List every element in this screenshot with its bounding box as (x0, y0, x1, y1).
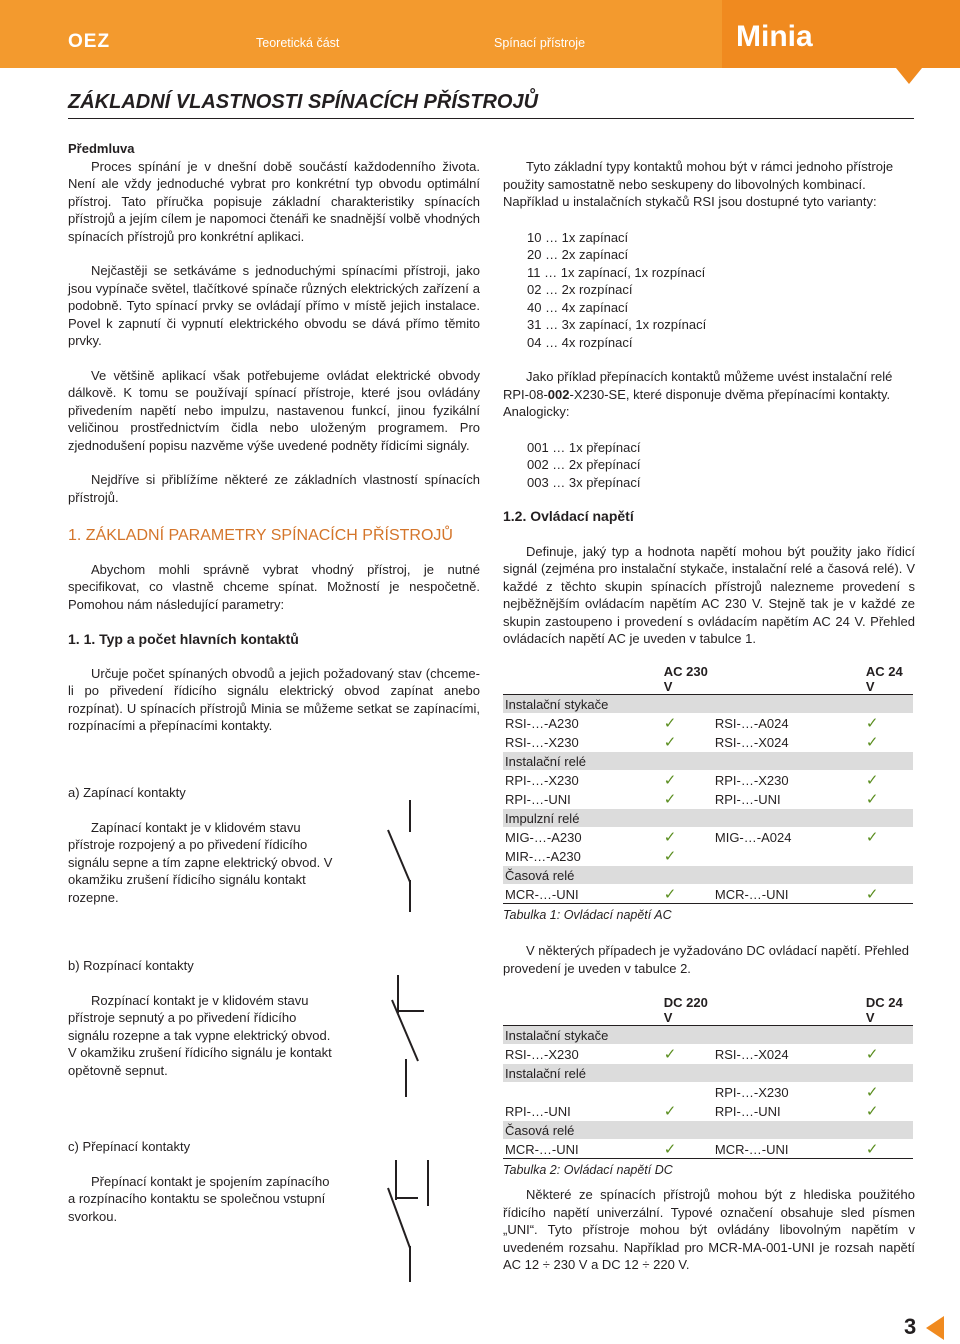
table: AC 230 V AC 24 V Instalační stykače RSI-…-A230 ✓ RSI-…-A024 ✓ RSI-…-X230 ✓ RSI-…-X024 ✓ Instalační relé RPI-…-X230 ✓ RPI-…-X230 ✓ RPI-…-UNI ✓ RPI-…-UNI ✓ Impulzní relé MIG-…-A230 ✓ MIG-…-A024 ✓ MIR-…-A230 ✓ Časová relé MCR-…-UNI ✓ MCR-…-UNI ✓ (503, 664, 913, 904)
list-item: 001 … 1x přepínací (527, 439, 641, 455)
table-caption: Tabulka 2: Ovládací napětí DC (503, 1163, 673, 1177)
list-item: 40 … 4x zapínací (527, 299, 629, 315)
paragraph: Určuje počet spínaných obvodů a jejich požadovaný stav (chceme-li po přivedení řídicího signálu elektrický obvod zapínat anebo rozpínat). U spínacích přístrojů Minia se můžeme setkat se zapínacími, rozpínacími a přepínacími kontakty. (68, 665, 480, 733)
paragraph: Abychom mohli správně vybrat vhodný přístroj, je nutné specifikovat, co vlastně chceme spínat. Možností je nespočetně. Pomohou nám následující parametry: (68, 561, 480, 612)
paragraph: Tyto základní typy kontaktů mohou být v rámci jednoho přístroje použity samostatně nebo seskupeny do libovolných kombinací. Například u instalačních stykačů RSI jsou dostupné tyto varianty: (503, 159, 894, 209)
break-contact-symbol-icon (380, 975, 430, 1100)
paragraph: Rozpínací kontakt je v klidovém stavu přístroje sepnutý a po přivedení řídicího signálu rozepne a tak vypne elektrický obvod. V okamžiku zrušení řídicího signálu je kontakt opětovně sepnut. (68, 992, 332, 1078)
section-heading: 1. ZÁKLADNÍ PARAMETRY SPÍNACÍCH PŘÍSTROJŮ (68, 527, 453, 544)
table-group-row: Impulzní relé (503, 809, 913, 828)
table-group-row: Instalační relé (503, 1064, 913, 1083)
table: DC 220 V DC 24 V Instalační stykače RSI-…-X230 ✓ RSI-…-X024 ✓ Instalační relé RPI-…-X230 ✓ RPI-…-UNI ✓ RPI-…-UNI ✓ Časová relé MCR-…-UNI ✓ MCR-…-UNI ✓ (503, 995, 913, 1159)
right-column (503, 158, 915, 648)
variant-list-2 (503, 439, 915, 492)
make-contact-symbol-icon (380, 800, 430, 915)
contact-heading: c) Přepínací kontakty (68, 1139, 191, 1154)
paragraph: Definuje, jaký typ a hodnota napětí mohou být použity jako řídicí signál (zejména pro instalační stykače, instalační relé a časová relé). V každé z těchto skupin spínacích přístrojů nalezneme provedení s nejběžnějším ovládacím napětím AC 230 V. Stejně tak je v každé ze skupin zastoupeno i provedení s ovládacím napětím AC 24 V. Přehled ovládacích napětí AC je uveden v tabulce 1. (503, 543, 915, 646)
contact-heading: a) Zapínací kontakty (68, 785, 186, 800)
subsection-heading: 1. 1. Typ a počet hlavních kontaktů (68, 631, 299, 647)
table-row: RPI-…-X230 ✓ (503, 1083, 913, 1102)
table-row: RPI-…-UNI ✓ RPI-…-UNI ✓ (503, 790, 913, 809)
contact-a-block (68, 784, 336, 906)
oez-logo: OEZ (68, 31, 111, 52)
paragraph: Nejdříve si přiblížíme některé ze základních vlastností spínacích přístrojů. (68, 472, 480, 505)
paragraph: Jako příklad přepínacích kontaktů můžeme uvést instalační relé RPI-08-002-X230-SE, které disponuje dvěma přepínacími kontakty. Analogicky: (503, 369, 893, 419)
contact-heading: b) Rozpínací kontakty (68, 958, 194, 973)
table-row: RSI-…-A230 ✓ RSI-…-A024 ✓ (503, 714, 913, 733)
table-group-row: Časová relé (503, 866, 913, 885)
page-number: 3 (904, 1314, 917, 1339)
paragraph: Proces spínání je v dnešní době součástí každodenního života. Není ale vždy jednoduché vybrat pro konkrétní typ obvodu optimální přístroj. Tato příručka popisuje základní charakteristiky spínacích přístrojů a jejím cílem je napomoci čtenáři ke snadnější volbě vhodných spínacích přístrojů pro konkrétní aplikaci. (68, 158, 480, 244)
table-row: RPI-…-UNI ✓ RPI-…-UNI ✓ (503, 1102, 913, 1121)
paragraph: Nejčastěji se setkáváme s jednoduchými spínacími přístroji, jako jsou vypínače světel, tlačítkové spínače různých elektrických zařízení a podobně. Tyto spínací prvky se ovládají přímo v místě jejich instalace. Povel k zapnutí či vypnutí elektrického obvodu se dává přímo těmito prvky. (68, 263, 480, 348)
brand-triangle-icon (896, 68, 922, 84)
table-group-row: Instalační stykače (503, 695, 913, 714)
table-group-row: Instalační stykače (503, 1026, 913, 1045)
table-row: RPI-…-X230 ✓ RPI-…-X230 ✓ (503, 771, 913, 790)
contact-b-block (68, 957, 336, 1079)
list-item: 20 … 2x zapínací (527, 247, 629, 262)
paragraph: Zapínací kontakt je v klidovém stavu přístroje rozpojený a po přivedení řídicího signálu sepne a tím zapne elektrický obvod. V okamžiku zrušení řídicího signálu kontakt rozepne. (68, 819, 333, 905)
subsection-heading: 1.2. Ovládací napětí (503, 508, 634, 524)
chapter-label: Spínací přístroje (494, 36, 586, 50)
table-row: MCR-…-UNI ✓ MCR-…-UNI ✓ (503, 1140, 913, 1159)
table-row: MCR-…-UNI ✓ MCR-…-UNI ✓ (503, 885, 913, 904)
page-header (0, 0, 960, 86)
right-paragraph-dc (503, 942, 915, 977)
list-item: 11 … 1x zapínací, 1x rozpínací (527, 264, 706, 280)
table-row: MIG-…-A230 ✓ MIG-…-A024 ✓ (503, 828, 913, 847)
heading-predmluva: Předmluva (68, 141, 135, 156)
page-title: ZÁKLADNÍ VLASTNOSTI SPÍNACÍCH PŘÍSTROJŮ (68, 91, 914, 119)
page-triangle-icon (926, 1316, 944, 1340)
variant-list (503, 229, 915, 352)
table-ac (503, 664, 913, 922)
paragraph: Některé ze spínacích přístrojů mohou být z hlediska použitého řídicího napětí univerzální. Typové označení obsahuje sled písmen „UNI“. Tyto přístroje mohou být ovládány libovolným napětím v uvedeném rozsahu. Například pro MCR-MA-001-UNI je rozsah napětí AC 12 ÷ 230 V a DC 12 ÷ 220 V. (503, 1187, 915, 1272)
table-dc (503, 995, 913, 1177)
table-row: MIR-…-A230 ✓ (503, 847, 913, 866)
table-caption: Tabulka 1: Ovládací napětí AC (503, 908, 672, 922)
paragraph: Ve většině aplikací však potřebujeme ovládat elektrické obvody dálkově. K tomu se používají spínací přístroje, které jsou ovládány přivedením napětí nebo impulzu, nastavenou funkcí, jinou fyzikální veličinou prostřednictvím čidla nebo uloženým programem. Pro zjednodušení popisu nazvěme výše uvedené podněty řídicími signály. (68, 367, 480, 453)
table-group-row: Časová relé (503, 1121, 913, 1140)
list-item: 04 … 4x rozpínací (527, 334, 633, 350)
table-group-row: Instalační relé (503, 752, 913, 771)
section-label: Teoretická část (256, 36, 340, 50)
list-item: 02 … 2x rozpínací (527, 282, 633, 297)
right-paragraph-uni (503, 1186, 915, 1274)
list-item: 002 … 2x přepínací (527, 457, 641, 472)
table-row: RSI-…-X230 ✓ RSI-…-X024 ✓ (503, 733, 913, 752)
changeover-contact-symbol-icon (380, 1160, 440, 1285)
list-item: 10 … 1x zapínací (527, 229, 629, 245)
list-item: 31 … 3x zapínací, 1x rozpínací (527, 317, 707, 332)
list-item: 003 … 3x přepínací (527, 474, 641, 490)
contact-c-block (68, 1138, 336, 1225)
left-column (68, 140, 480, 735)
paragraph: V některých případech je vyžadováno DC ovládací napětí. Přehled provedení je uveden v tabulce 2. (503, 943, 910, 976)
brand-title: Minia (736, 20, 813, 53)
paragraph: Přepínací kontakt je spojením zapínacího a rozpínacího kontaktu se společnou vstupní svorkou. (68, 1173, 330, 1224)
table-row: RSI-…-X230 ✓ RSI-…-X024 ✓ (503, 1045, 913, 1064)
